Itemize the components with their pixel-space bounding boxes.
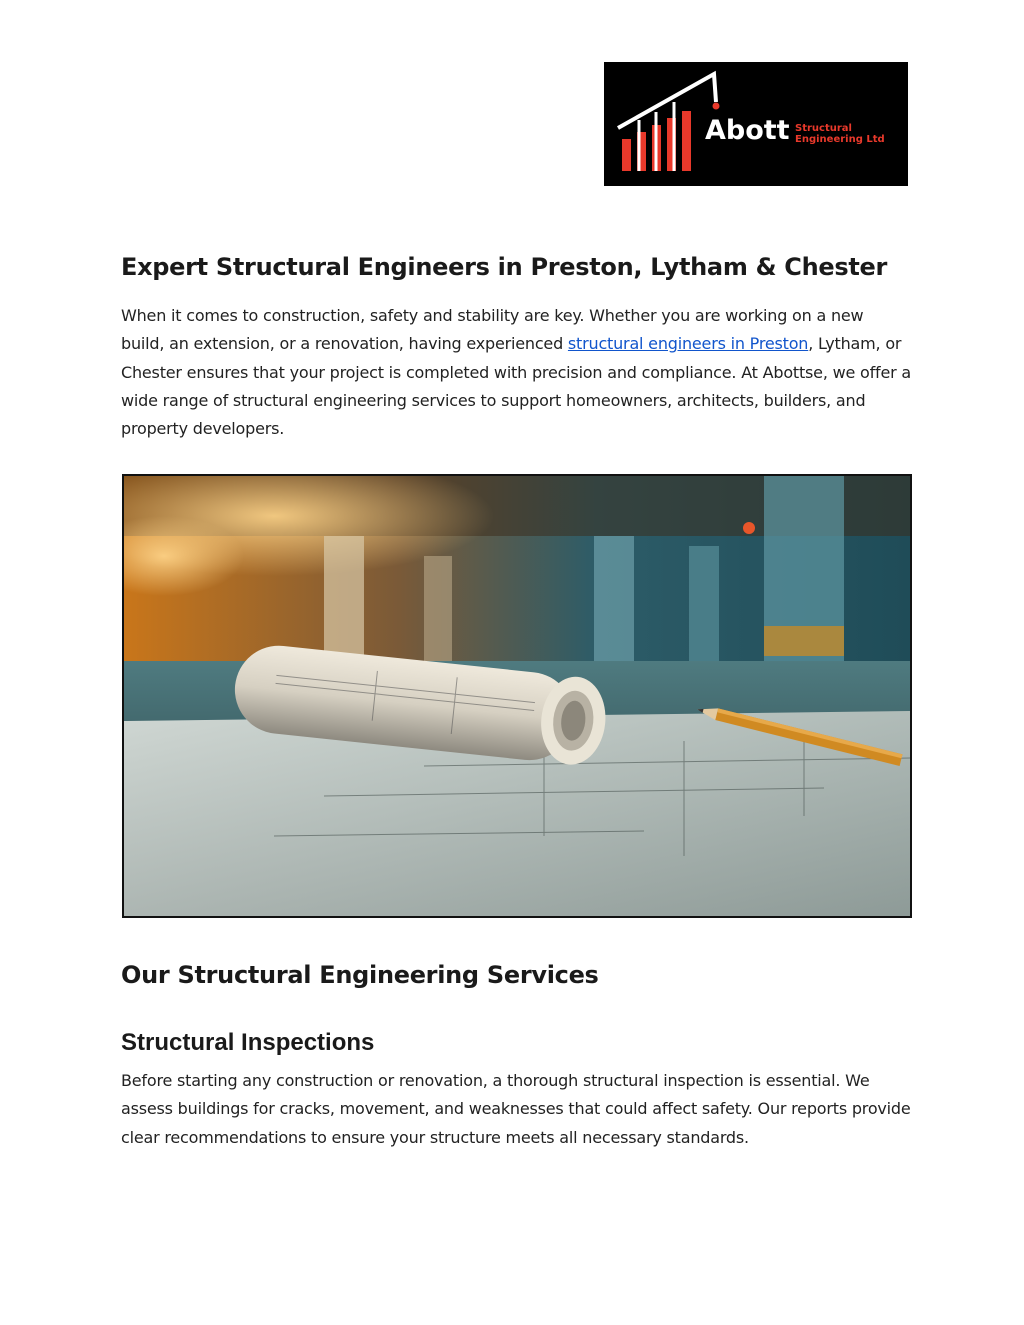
services-heading: Our Structural Engineering Services bbox=[121, 961, 599, 989]
logo-subtitle-line1: Structural bbox=[795, 123, 852, 134]
blueprint-photo bbox=[122, 474, 912, 918]
inspections-paragraph: Before starting any construction or renovation, a thorough structural inspection is essential. We assess buildings for cracks, movement, and weaknesses that could affect safety. Our reports provide clear recommendations to ensure your structure meets all necessary standards. bbox=[121, 1071, 911, 1147]
page-title: Expert Structural Engineers in Preston, Lytham & Chester bbox=[121, 253, 888, 281]
structural-engineers-preston-link[interactable]: structural engineers in Preston bbox=[567, 334, 809, 354]
company-logo bbox=[604, 62, 908, 186]
logo-subtitle bbox=[795, 123, 885, 145]
blueprint-photo-icon bbox=[124, 476, 910, 916]
logo-subtitle-line2: Engineering Ltd bbox=[795, 134, 885, 145]
inspections-heading: Structural Inspections bbox=[121, 1029, 375, 1056]
logo-brand-text: Abott bbox=[705, 115, 790, 146]
intro-text-after: , Lytham, or Chester ensures that your project is completed with precision and compliance. At Abottse, we offer a wide range of structural engineering services to support homeowners, architects, builders, and property developers. bbox=[121, 334, 911, 439]
intro-text-before: When it comes to construction, safety and stability are key. Whether you are working on a new build, an extension, or a renovation, having experienced bbox=[121, 306, 864, 354]
intro-paragraph bbox=[121, 302, 911, 443]
